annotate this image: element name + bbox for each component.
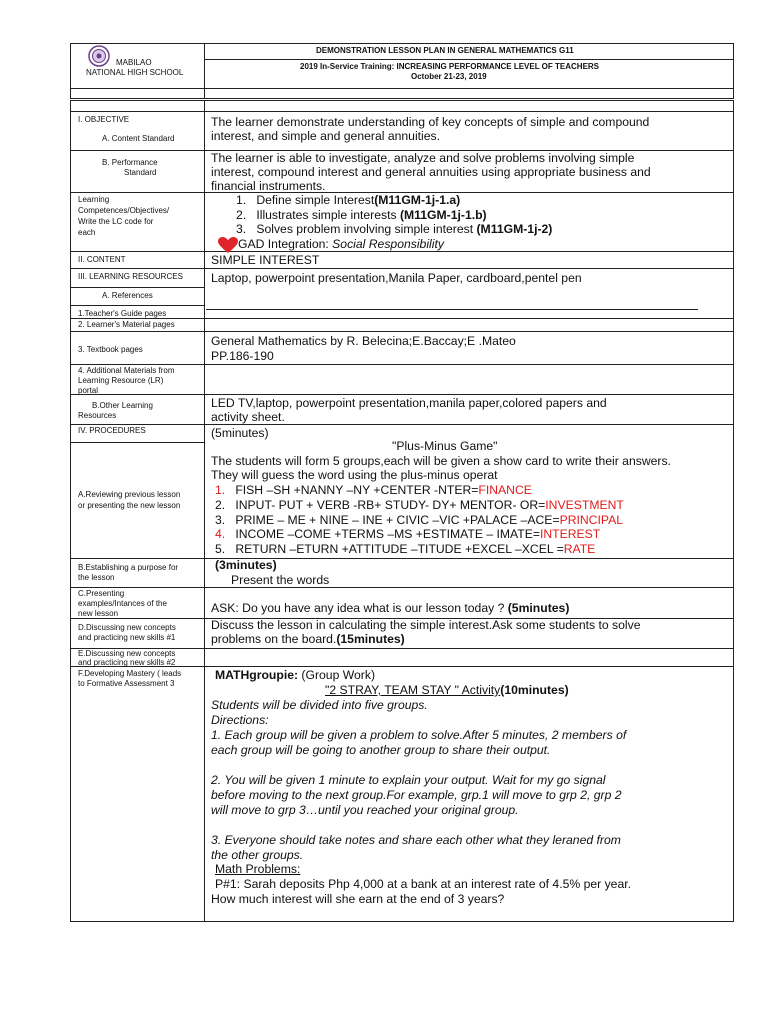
game-title: "Plus-Minus Game" (392, 439, 498, 453)
school-line1: MABILAO (116, 58, 152, 67)
game-item: 3. PRIME – ME + NINE – INE + CIVIC –VIC +PALACE –ACE=PRINCIPAL (215, 513, 623, 527)
purpose-time: (3minutes) (215, 558, 277, 572)
references-label: A. References (102, 291, 153, 300)
performance-standard-label1: B. Performance (102, 158, 158, 167)
content-standard-label: A. Content Standard (102, 134, 175, 143)
performance-standard-line1: The learner is able to investigate, analyze and solve problems involving simple (211, 151, 635, 165)
competencies-label3: Write the LC code for (78, 217, 154, 226)
content-standard-line2: interest, and simple and general annuities. (211, 129, 440, 143)
game-item: 2. INPUT- PUT + VERB -RB+ STUDY- DY+ MENTOR- OR=INVESTMENT (215, 498, 624, 512)
direction3-line2: the other groups. (211, 848, 304, 862)
purpose-label2: the lesson (78, 573, 115, 582)
textbook-label: 3. Textbook pages (78, 345, 143, 354)
heart-icon (218, 237, 238, 254)
direction3-line1: 3. Everyone should take notes and share each other what they leraned from (211, 833, 621, 847)
discuss1-label1: D.Discussing new concepts (78, 623, 176, 632)
review-time: (5minutes) (211, 426, 269, 440)
procedures-label: IV. PROCEDURES (78, 426, 146, 435)
present-words: Present the words (231, 573, 330, 587)
content-value: SIMPLE INTEREST (211, 253, 320, 267)
header-divider (204, 43, 205, 89)
problem1-line2: How much interest will she earn at the end of 3 years? (211, 892, 505, 906)
additional-materials-label2: Learning Resource (LR) (78, 376, 164, 385)
learners-material-label: 2. Learner's Material pages (78, 320, 175, 329)
discuss-line2: problems on the board.(15minutes) (211, 632, 405, 646)
mastery-label2: to Formative Assessment 3 (78, 679, 175, 688)
math-problems-heading: Math Problems: (215, 862, 301, 876)
direction2-line2: before moving to the next group.For example, grp.1 will move to grp 2, grp 2 (211, 788, 622, 802)
presenting-label1: C.Presenting (78, 589, 125, 598)
main-column-divider (204, 100, 205, 922)
textbook-line2: PP.186-190 (211, 349, 274, 363)
presenting-label2: examples/Intances of the (78, 599, 167, 608)
gad-integration: GAD Integration: Social Responsibility (238, 237, 444, 251)
competency-item: 3. Solves problem involving simple interest (M11GM-1j-2) (236, 222, 553, 236)
header-row-divider (204, 59, 734, 60)
performance-standard-label2: Standard (124, 168, 157, 177)
competencies-label4: each (78, 228, 96, 237)
direction1-line2: each group will be going to another group to share their output. (211, 743, 551, 757)
performance-standard-line3: financial instruments. (211, 179, 326, 193)
purpose-label1: B.Establishing a purpose for (78, 563, 179, 572)
other-resources-line1: LED TV,laptop, powerpoint presentation,manila paper,colored papers and (211, 396, 607, 410)
ask-question: ASK: Do you have any idea what is our lesson today ? (5minutes) (211, 601, 570, 615)
game-description-line2: They will guess the word using the plus-minus operat (211, 468, 498, 482)
mastery-label1: F.Developing Mastery ( leads (78, 669, 182, 678)
teachers-guide-label: 1.Teacher's Guide pages (78, 309, 167, 318)
content-standard-line1: The learner demonstrate understanding of key concepts of simple and compound (211, 115, 650, 129)
activity-title: "2 STRAY, TEAM STAY " Activity(10minutes) (325, 683, 569, 697)
objective-label: I. OBJECTIVE (78, 115, 130, 124)
discuss-line1: Discuss the lesson in calculating the simple interest.Ask some students to solve (211, 618, 641, 632)
spacer-row (70, 87, 734, 99)
other-resources-label1: B.Other Learning (92, 401, 153, 410)
competency-item: 2. Illustrates simple interests (M11GM-1j-1.b) (236, 208, 487, 222)
resources-label: III. LEARNING RESOURCES (78, 272, 183, 281)
other-resources-label2: Resources (78, 411, 117, 420)
school-seal-icon (88, 45, 110, 67)
direction2-line1: 2. You will be given 1 minute to explain your output. Wait for my go signal (211, 773, 606, 787)
additional-materials-label3: portal (78, 386, 99, 395)
game-item: 5. RETURN –ETURN +ATTITUDE –TITUDE +EXCEL –XCEL =RATE (215, 542, 596, 556)
additional-materials-label1: 4. Additional Materials from (78, 366, 175, 375)
training-title: 2019 In-Service Training: INCREASING PERFORMANCE LEVEL OF TEACHERS (300, 62, 600, 71)
discuss2-label2: and practicing new skills #2 (78, 658, 176, 667)
competencies-label2: Competences/Objectives/ (78, 206, 170, 215)
school-line2: NATIONAL HIGH SCHOOL (86, 68, 184, 77)
textbook-line1: General Mathematics by R. Belecina;E.Baccay;E .Mateo (211, 334, 516, 348)
mathgroupie-heading: MATHgroupie: (Group Work) (215, 668, 376, 682)
competencies-label1: Learning (78, 195, 110, 204)
discuss1-label2: and practicing new skills #1 (78, 633, 176, 642)
resources-value: Laptop, powerpoint presentation,Manila Paper, cardboard,pentel pen (211, 271, 582, 285)
document-title: DEMONSTRATION LESSON PLAN IN GENERAL MATHEMATICS G11 (316, 46, 574, 55)
discuss2-label1: E.Discussing new concepts (78, 649, 176, 658)
presenting-label3: new lesson (78, 609, 119, 618)
problem1-line1: P#1: Sarah deposits Php 4,000 at a bank at an interest rate of 4.5% per year. (215, 877, 631, 891)
content-label: II. CONTENT (78, 255, 126, 264)
review-label2: or presenting the new lesson (78, 501, 181, 510)
game-item: 4. INCOME –COME +TERMS –MS +ESTIMATE – IMATE=INTEREST (215, 527, 601, 541)
training-dates: October 21-23, 2019 (411, 72, 487, 81)
directions-heading: Directions: (211, 713, 269, 727)
game-description-line1: The students will form 5 groups,each will be given a show card to write their answers. (211, 454, 671, 468)
competency-item: 1. Define simple Interest(M11GM-1j-1.a) (236, 193, 461, 207)
direction2-line3: will move to grp 3…until you reached your original group. (211, 803, 519, 817)
other-resources-line2: activity sheet. (211, 410, 285, 424)
performance-standard-line2: interest, compound interest and general annuities using appropriate business and (211, 165, 651, 179)
direction1-line1: 1. Each group will be given a problem to solve.After 5 minutes, 2 members of (211, 728, 627, 742)
review-label1: A.Reviewing previous lesson (78, 490, 181, 499)
game-item: 1. FISH –SH +NANNY –NY +CENTER -NTER=FINANCE (215, 483, 532, 497)
divided-text: Students will be divided into five groups. (211, 698, 428, 712)
